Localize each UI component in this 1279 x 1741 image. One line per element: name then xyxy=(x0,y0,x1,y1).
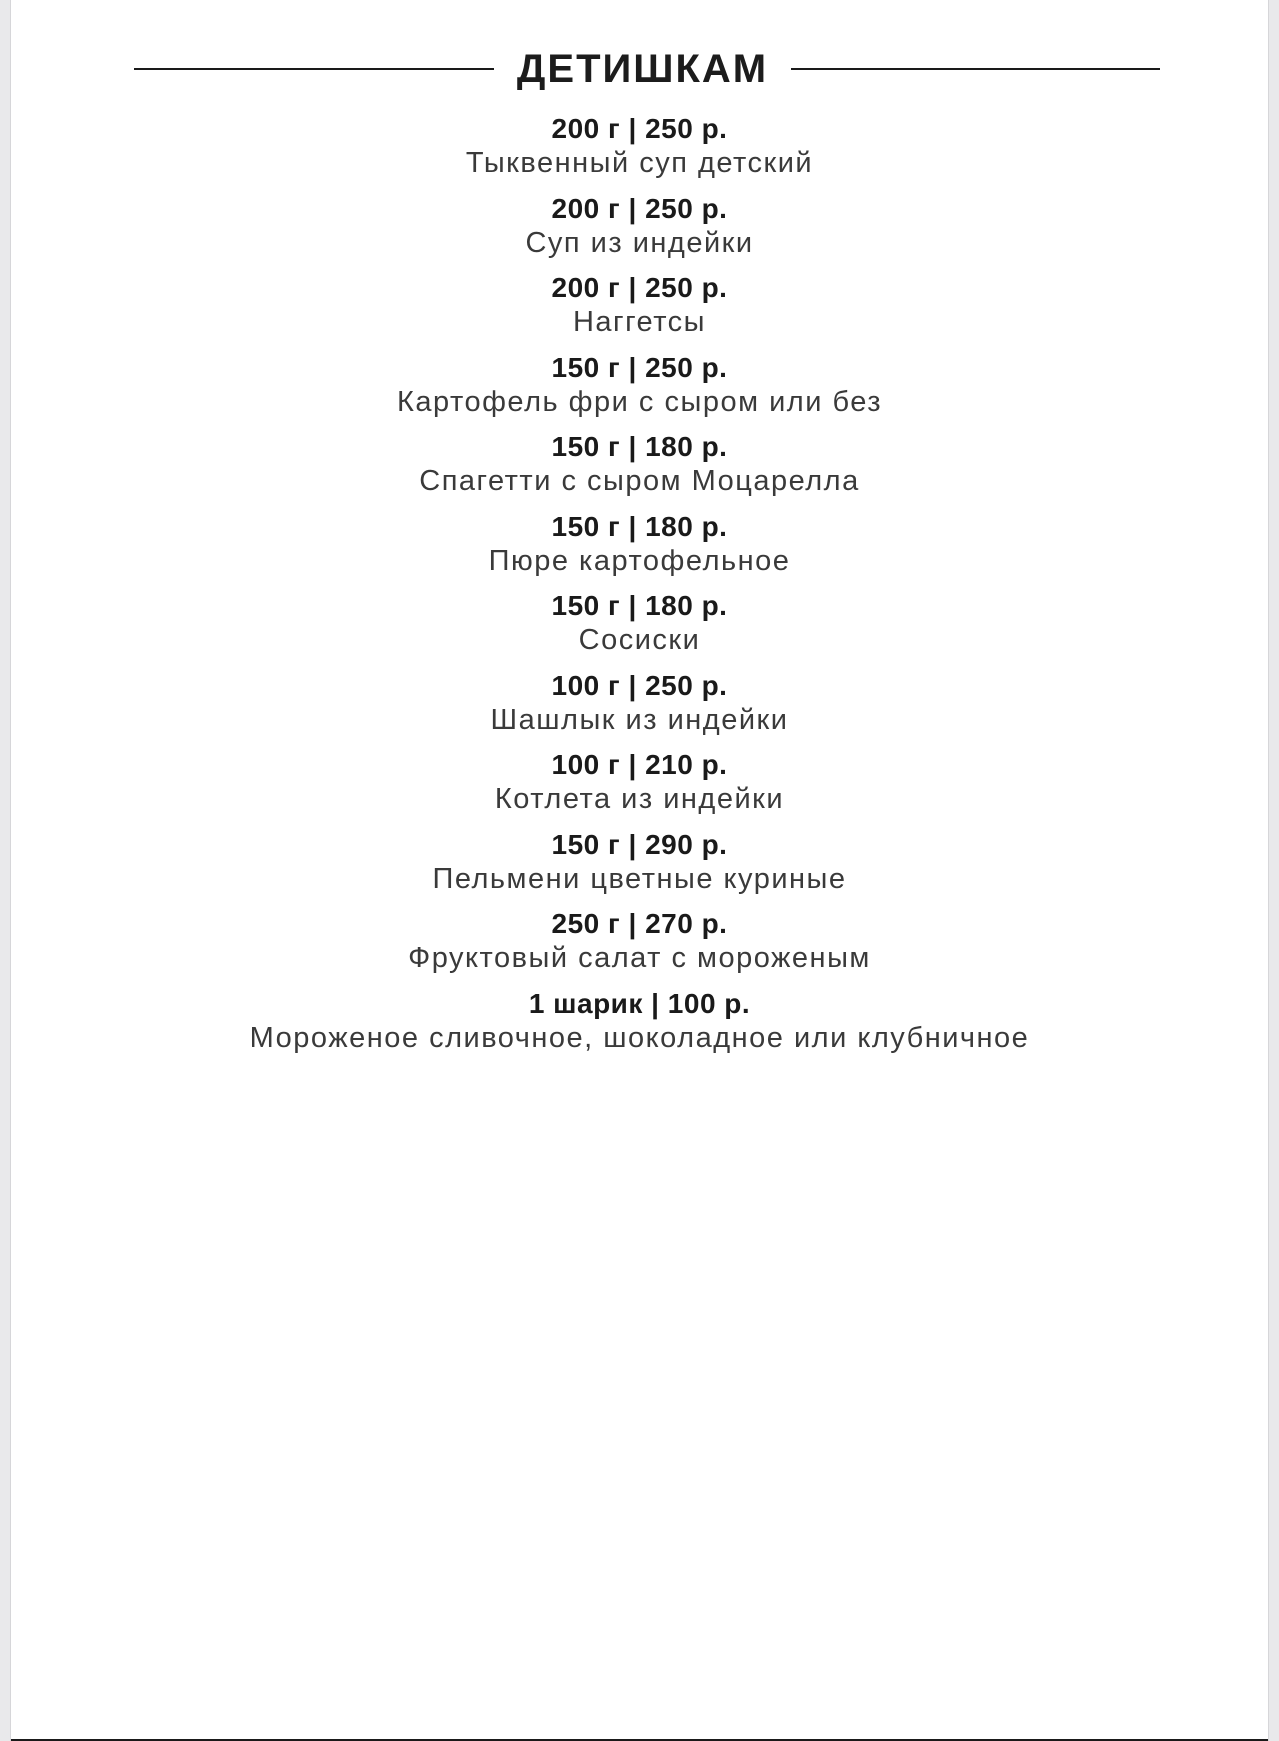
item-price: 150 г | 290 р. xyxy=(551,828,728,860)
item-name: Суп из индейки xyxy=(525,226,754,259)
item-price: 150 г | 180 р. xyxy=(551,431,728,462)
item-name: Шашлык из индейки xyxy=(490,703,789,736)
item-price: 200 г | 250 р. xyxy=(551,272,728,303)
section-title: ДЕТИШКАМ xyxy=(516,47,769,91)
menu-page xyxy=(10,0,1269,1741)
item-price: 200 г | 250 р. xyxy=(551,113,728,144)
menu-item xyxy=(11,271,1268,351)
menu-item xyxy=(11,510,1268,590)
item-price: 250 г | 270 р. xyxy=(551,908,728,939)
menu-item xyxy=(11,351,1268,431)
item-name: Котлета из индейки xyxy=(494,783,785,815)
item-name: Картофель фри с сыром или без xyxy=(396,385,883,418)
menu-item xyxy=(11,669,1268,749)
item-name: Мороженое сливочное, шоколадное или клубничное xyxy=(249,1021,1030,1054)
menu-item xyxy=(11,430,1268,510)
item-price: 150 г | 180 р. xyxy=(551,510,728,542)
item-price: 150 г | 250 р. xyxy=(551,351,728,383)
item-name: Спагетти с сыром Моцарелла xyxy=(419,465,860,497)
item-price: 100 г | 210 р. xyxy=(551,749,728,780)
menu-item xyxy=(11,112,1268,192)
item-name: Пюре картофельное xyxy=(488,544,791,577)
item-price: 200 г | 250 р. xyxy=(551,192,728,224)
header-divider-left xyxy=(134,68,494,70)
item-name: Наггетсы xyxy=(572,306,707,338)
menu-item xyxy=(11,907,1268,987)
menu-item xyxy=(11,192,1268,272)
item-price: 100 г | 250 р. xyxy=(551,669,728,701)
item-name: Пельмени цветные куриные xyxy=(432,862,847,895)
section-header xyxy=(11,44,1268,94)
menu-item xyxy=(11,589,1268,669)
menu-list xyxy=(11,112,1268,1066)
menu-item xyxy=(11,987,1268,1067)
item-name: Фруктовый салат с мороженым xyxy=(408,942,871,974)
item-name: Сосиски xyxy=(578,624,701,656)
item-name: Тыквенный суп детский xyxy=(465,147,814,179)
header-divider-right xyxy=(791,68,1160,70)
item-price: 150 г | 180 р. xyxy=(551,590,728,621)
item-price: 1 шарик | 100 р. xyxy=(528,987,751,1019)
menu-item xyxy=(11,748,1268,828)
menu-item xyxy=(11,828,1268,908)
